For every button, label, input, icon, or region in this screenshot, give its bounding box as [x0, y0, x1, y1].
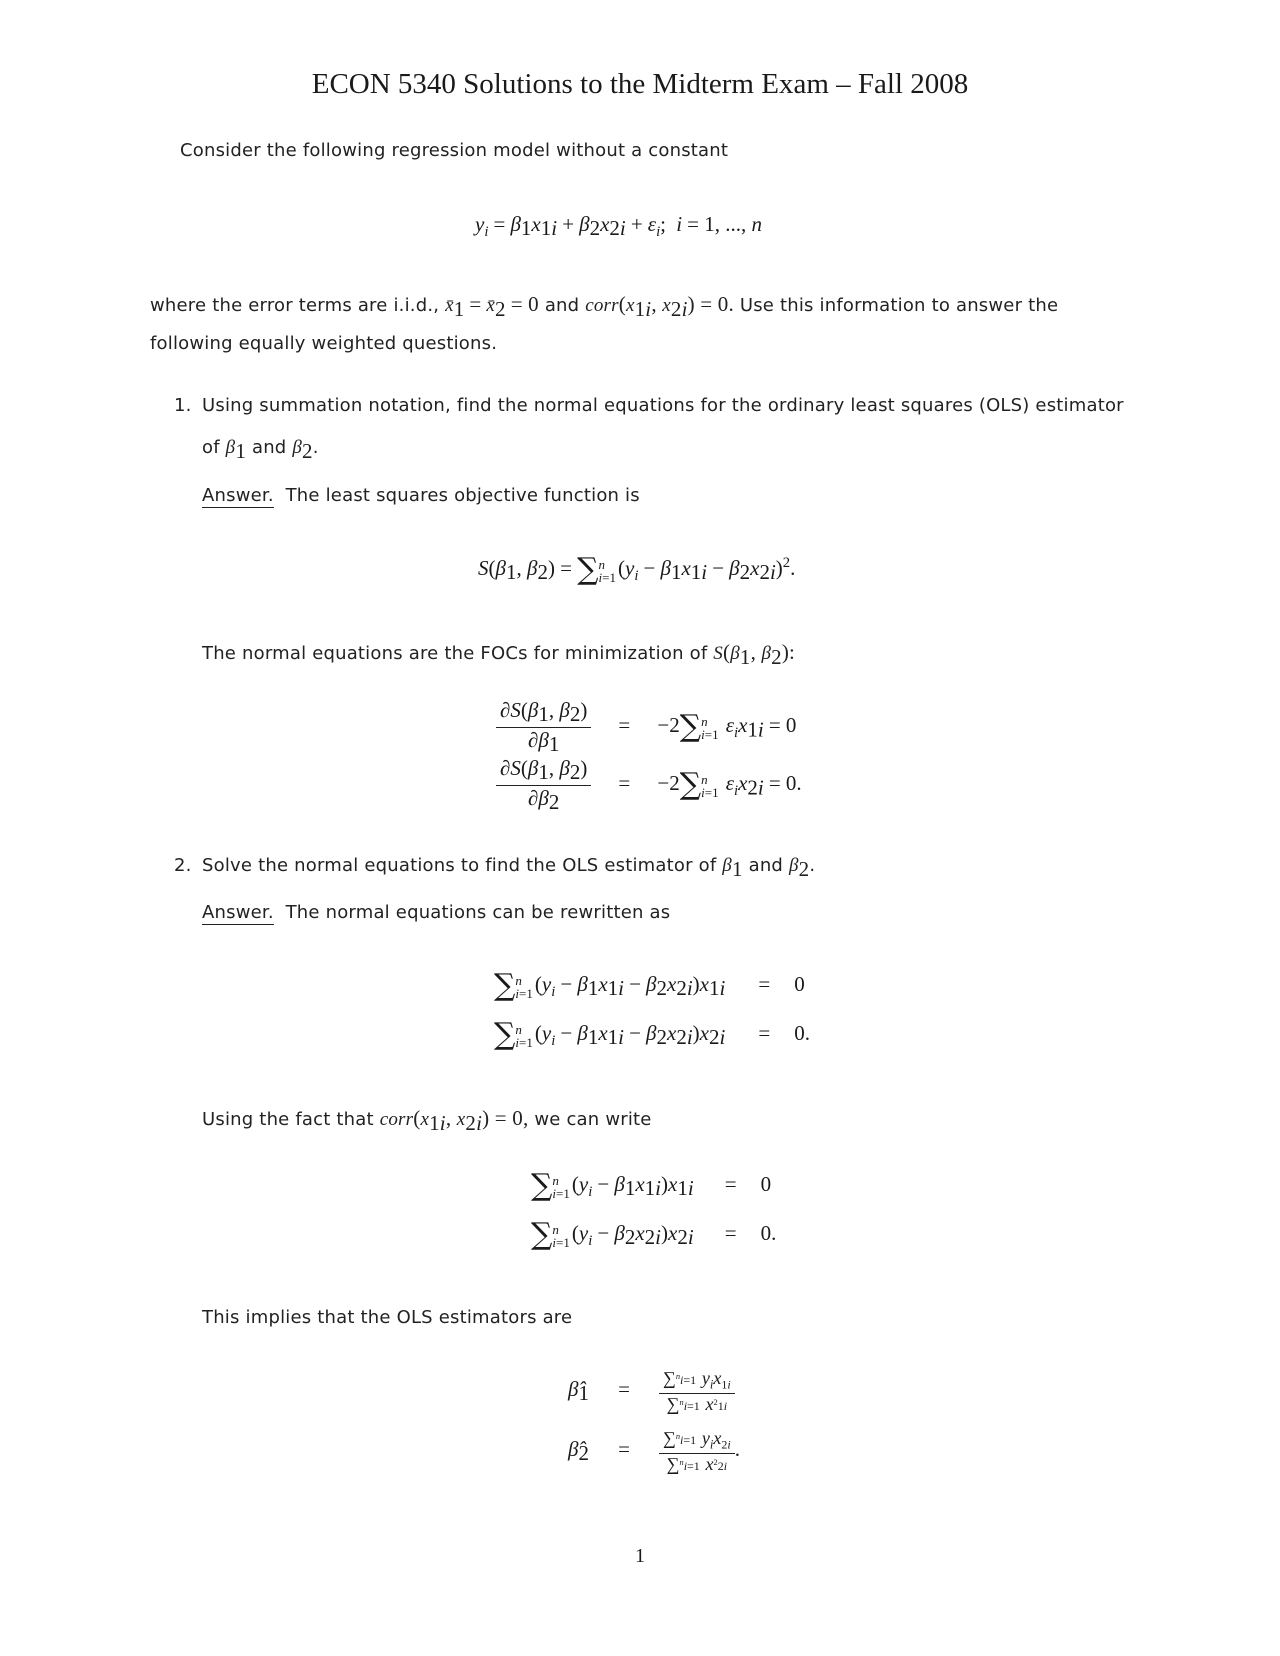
q1-of: of: [202, 437, 220, 458]
fact-text-a: Using the fact that: [202, 1109, 374, 1130]
mean-zero-math: $x̄_1$ = $x̄_2 = 0$: [445, 292, 539, 321]
intro-text: Consider the following regression model without a constant: [180, 140, 729, 161]
assumptions-text-b: and: [544, 295, 580, 316]
normal-eq-text: The normal equations are the FOCs for minimization of: [202, 643, 708, 664]
page-title: ECON 5340 Solutions to the Midterm Exam – Fall 2008: [311, 68, 969, 100]
q1-text-line-2: of $\beta_1$ and $\beta_2$.: [202, 437, 319, 463]
fact-line: [202, 1106, 652, 1136]
objective-equation: $S(\beta_1$, $\beta_2$) = ∑ n i=1 $(y_i - \beta_1x_{1i} - \beta_2x_{2i})^2$.: [478, 552, 796, 587]
q1-answer-text: The least squares objective function is: [285, 485, 640, 506]
estimator-beta2: $\betâ_2$ = $\frac{\sum^ni=1 y_ix_{2i}}{\sum^ni=1 x^22i}$ .: [568, 1428, 740, 1474]
fact-math: $corr(x_{1i}$, $x_{2i}) = 0$,: [379, 1106, 529, 1135]
q2-and: and: [748, 855, 784, 876]
q2-number: 2.: [174, 855, 192, 876]
assumptions-text-a: where the error terms are i.i.d.,: [150, 295, 440, 316]
corr-zero-math: $corr(x_{1i}$, $x_{2i}) = 0$.: [585, 292, 734, 321]
q2-answer-line: [202, 902, 670, 923]
implies-text: This implies that the OLS estimators are: [202, 1307, 573, 1328]
foc-equation-1: $\frac{\partial S(\beta_1, \beta_2)}{\partial\beta_1}$ = −2∑ n i=1 $\varepsilon_ix_{1i} = 0$: [496, 698, 796, 757]
rewrite-equation-2: ∑ n i=1 $(y_i - \beta_1x_{1i} - \beta_2x_{2i})x_{2i} = 0$.: [494, 1017, 811, 1052]
assumptions-line-2: following equally weighted questions.: [150, 333, 498, 354]
q2-answer-text: The normal equations can be rewritten as: [285, 902, 671, 923]
q1-text-line-1: Using summation notation, find the normal equations for the ordinary least squares (OLS) estimator: [202, 395, 1124, 416]
rewrite-equation-1: ∑ n i=1 $(y_i - \beta_1x_{1i} - \beta_2x_{2i})x_{1i} = 0$: [494, 968, 805, 1003]
assumptions-text-c: Use this information to answer the: [739, 295, 1059, 316]
model-equation: $y_i = \beta_1x_{1i} + \beta_2x_{2i} + \varepsilon_i$; i = 1, ..., n: [475, 212, 762, 241]
q2-text: Solve the normal equations to find the OLS estimator of $\beta_1$ and $\beta_2$.: [202, 855, 816, 881]
estimator-beta1: $\betâ_1$ = $\frac{\sum^ni=1 y_ix_{1i}}{\sum^ni=1 x^21i}$: [568, 1368, 735, 1415]
q1-and: and: [251, 437, 287, 458]
fact-text-b: we can write: [534, 1109, 652, 1130]
page-number: 1: [635, 1545, 645, 1567]
simplified-equation-2: ∑ n i=1 $(y_i - \beta_2x_{2i})x_{2i} = 0$.: [531, 1217, 777, 1252]
normal-eq-intro: [202, 640, 795, 670]
q1-number: 1.: [174, 395, 192, 416]
assumptions-line-1: [150, 292, 1058, 322]
q2-text-a: Solve the normal equations to find the OLS estimator of: [202, 855, 717, 876]
q1-answer-line: [202, 485, 640, 506]
foc-equation-2: $\frac{\partial S(\beta_1, \beta_2)}{\partial\beta_2}$ = −2∑ n i=1 $\varepsilon_ix_{2i} = 0$.: [496, 756, 802, 815]
q2-answer-label: Answer.: [202, 902, 274, 923]
q1-answer-label: Answer.: [202, 485, 274, 506]
simplified-equation-1: ∑ n i=1 $(y_i - \beta_1x_{1i})x_{1i} = 0$: [531, 1168, 772, 1203]
normal-eq-math: $S(\beta_1$, $\beta_2$):: [713, 640, 796, 669]
